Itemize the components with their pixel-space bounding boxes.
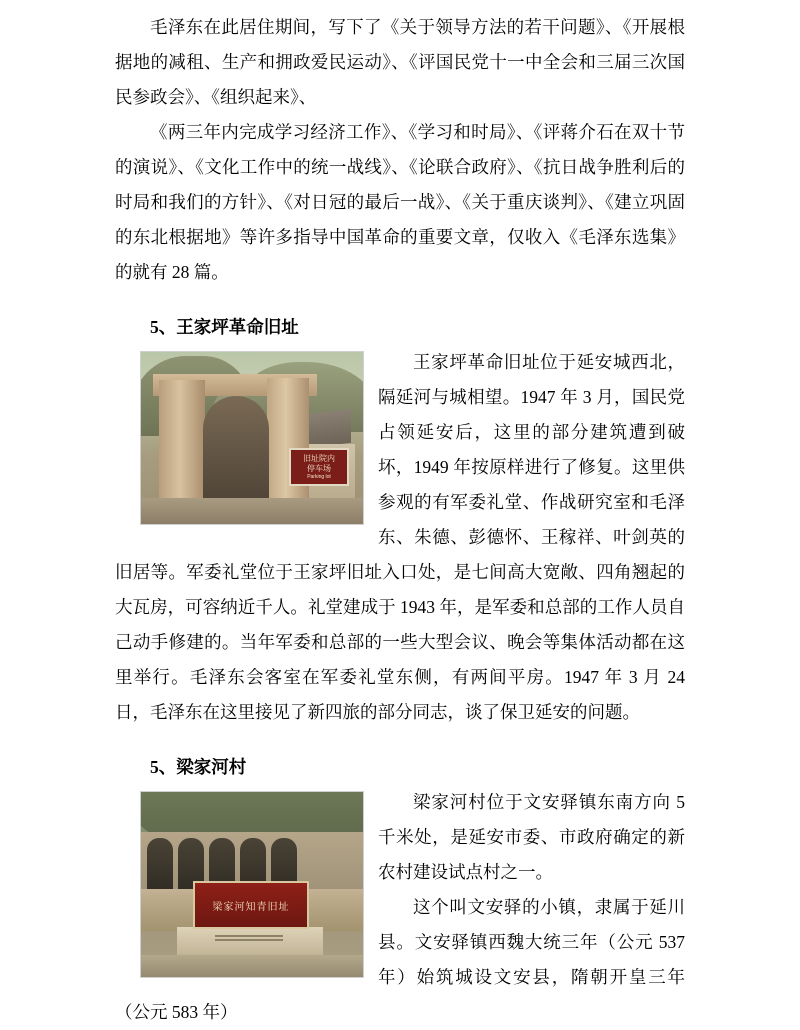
section-spacer [115, 290, 685, 310]
section-body-wangjiaping: 王家坪革命旧址位于延安城西北，隔延河与城相望。1947 年 3 月，国民党占领延安后，这里的部分建筑遭到破坏，1949 年按原样进行了修复。这里供参观的有军委礼堂、作战研究室和毛泽东、朱德、彭德怀、王稼祥、叶剑英的旧居等。军委礼堂位于王家坪旧址入口处，是七间高大宽敞、四角翘起的大瓦房，可容纳近千人。礼堂建成于 1943 年，是军委和总部的工作人员自己动手修建的。当年军委和总部的一些大型会议、晚会等集体活动都在这里举行。毛泽东会客室在军委礼堂东侧，有两间平房。1947 年 3 月 24 日，毛泽东在这里接见了新四旅的部分同志，谈了保卫延安的问题。 [115, 352, 685, 722]
liangjiahe-village-photo [140, 791, 364, 978]
photo-gate-pillar-left [159, 380, 205, 504]
section-heading-wangjiaping: 5、王家坪革命旧址 [150, 317, 299, 337]
monument-plaque [193, 881, 309, 929]
section-heading-liangjiahe: 5、梁家河村 [150, 757, 247, 777]
photo-ground [141, 498, 363, 524]
wangjiaping-gateway-photo [140, 351, 364, 525]
parking-sign-line3: Parking lot [307, 473, 331, 480]
intro-paragraph-1: 毛泽东在此居住期间，写下了《关于领导方法的若干问题》、《开展根据地的减租、生产和拥政爱民运动》、《评国民党十一中全会和三届三次国民参政会》、《组织起来》、 [115, 17, 685, 107]
section-body-liangjiahe-1: 梁家河村位于文安驿镇东南方向 5 千米处，是延安市委、市政府确定的新农村建设试点村之一。 [378, 792, 685, 882]
section-wangjiaping [115, 345, 685, 730]
photo2-ground [141, 955, 363, 977]
photo2-plaque-subtext [201, 935, 297, 951]
intro-paragraph-2: 《两三年内完成学习经济工作》、《学习和时局》、《评蒋介石在双十节的演说》、《文化工作中的统一战线》、《论联合政府》、《抗日战争胜利后的时局和我们的方针》、《对日冠的最后一战》、《关于重庆谈判》、《建立巩固的东北根据地》等许多指导中国革命的重要文章，仅收入《毛泽东选集》的就有 28 篇。 [115, 122, 685, 282]
section-spacer-2 [115, 730, 685, 750]
section-liangjiahe [115, 785, 685, 1030]
parking-sign [289, 448, 349, 486]
photo-gate-arch [203, 396, 269, 504]
monument-plaque-text: 梁家河知青旧址 [212, 901, 290, 913]
section-body-liangjiahe-2: 这个叫文安驿的小镇，隶属于延川县。文安驿镇西魏大统三年（公元 537 年）始筑城设文安县，隋朝开皇三年（公元 583 年） [115, 897, 685, 1022]
parking-sign-line1: 旧址院内 [303, 453, 335, 463]
parking-sign-line2: 停车场 [307, 463, 331, 473]
